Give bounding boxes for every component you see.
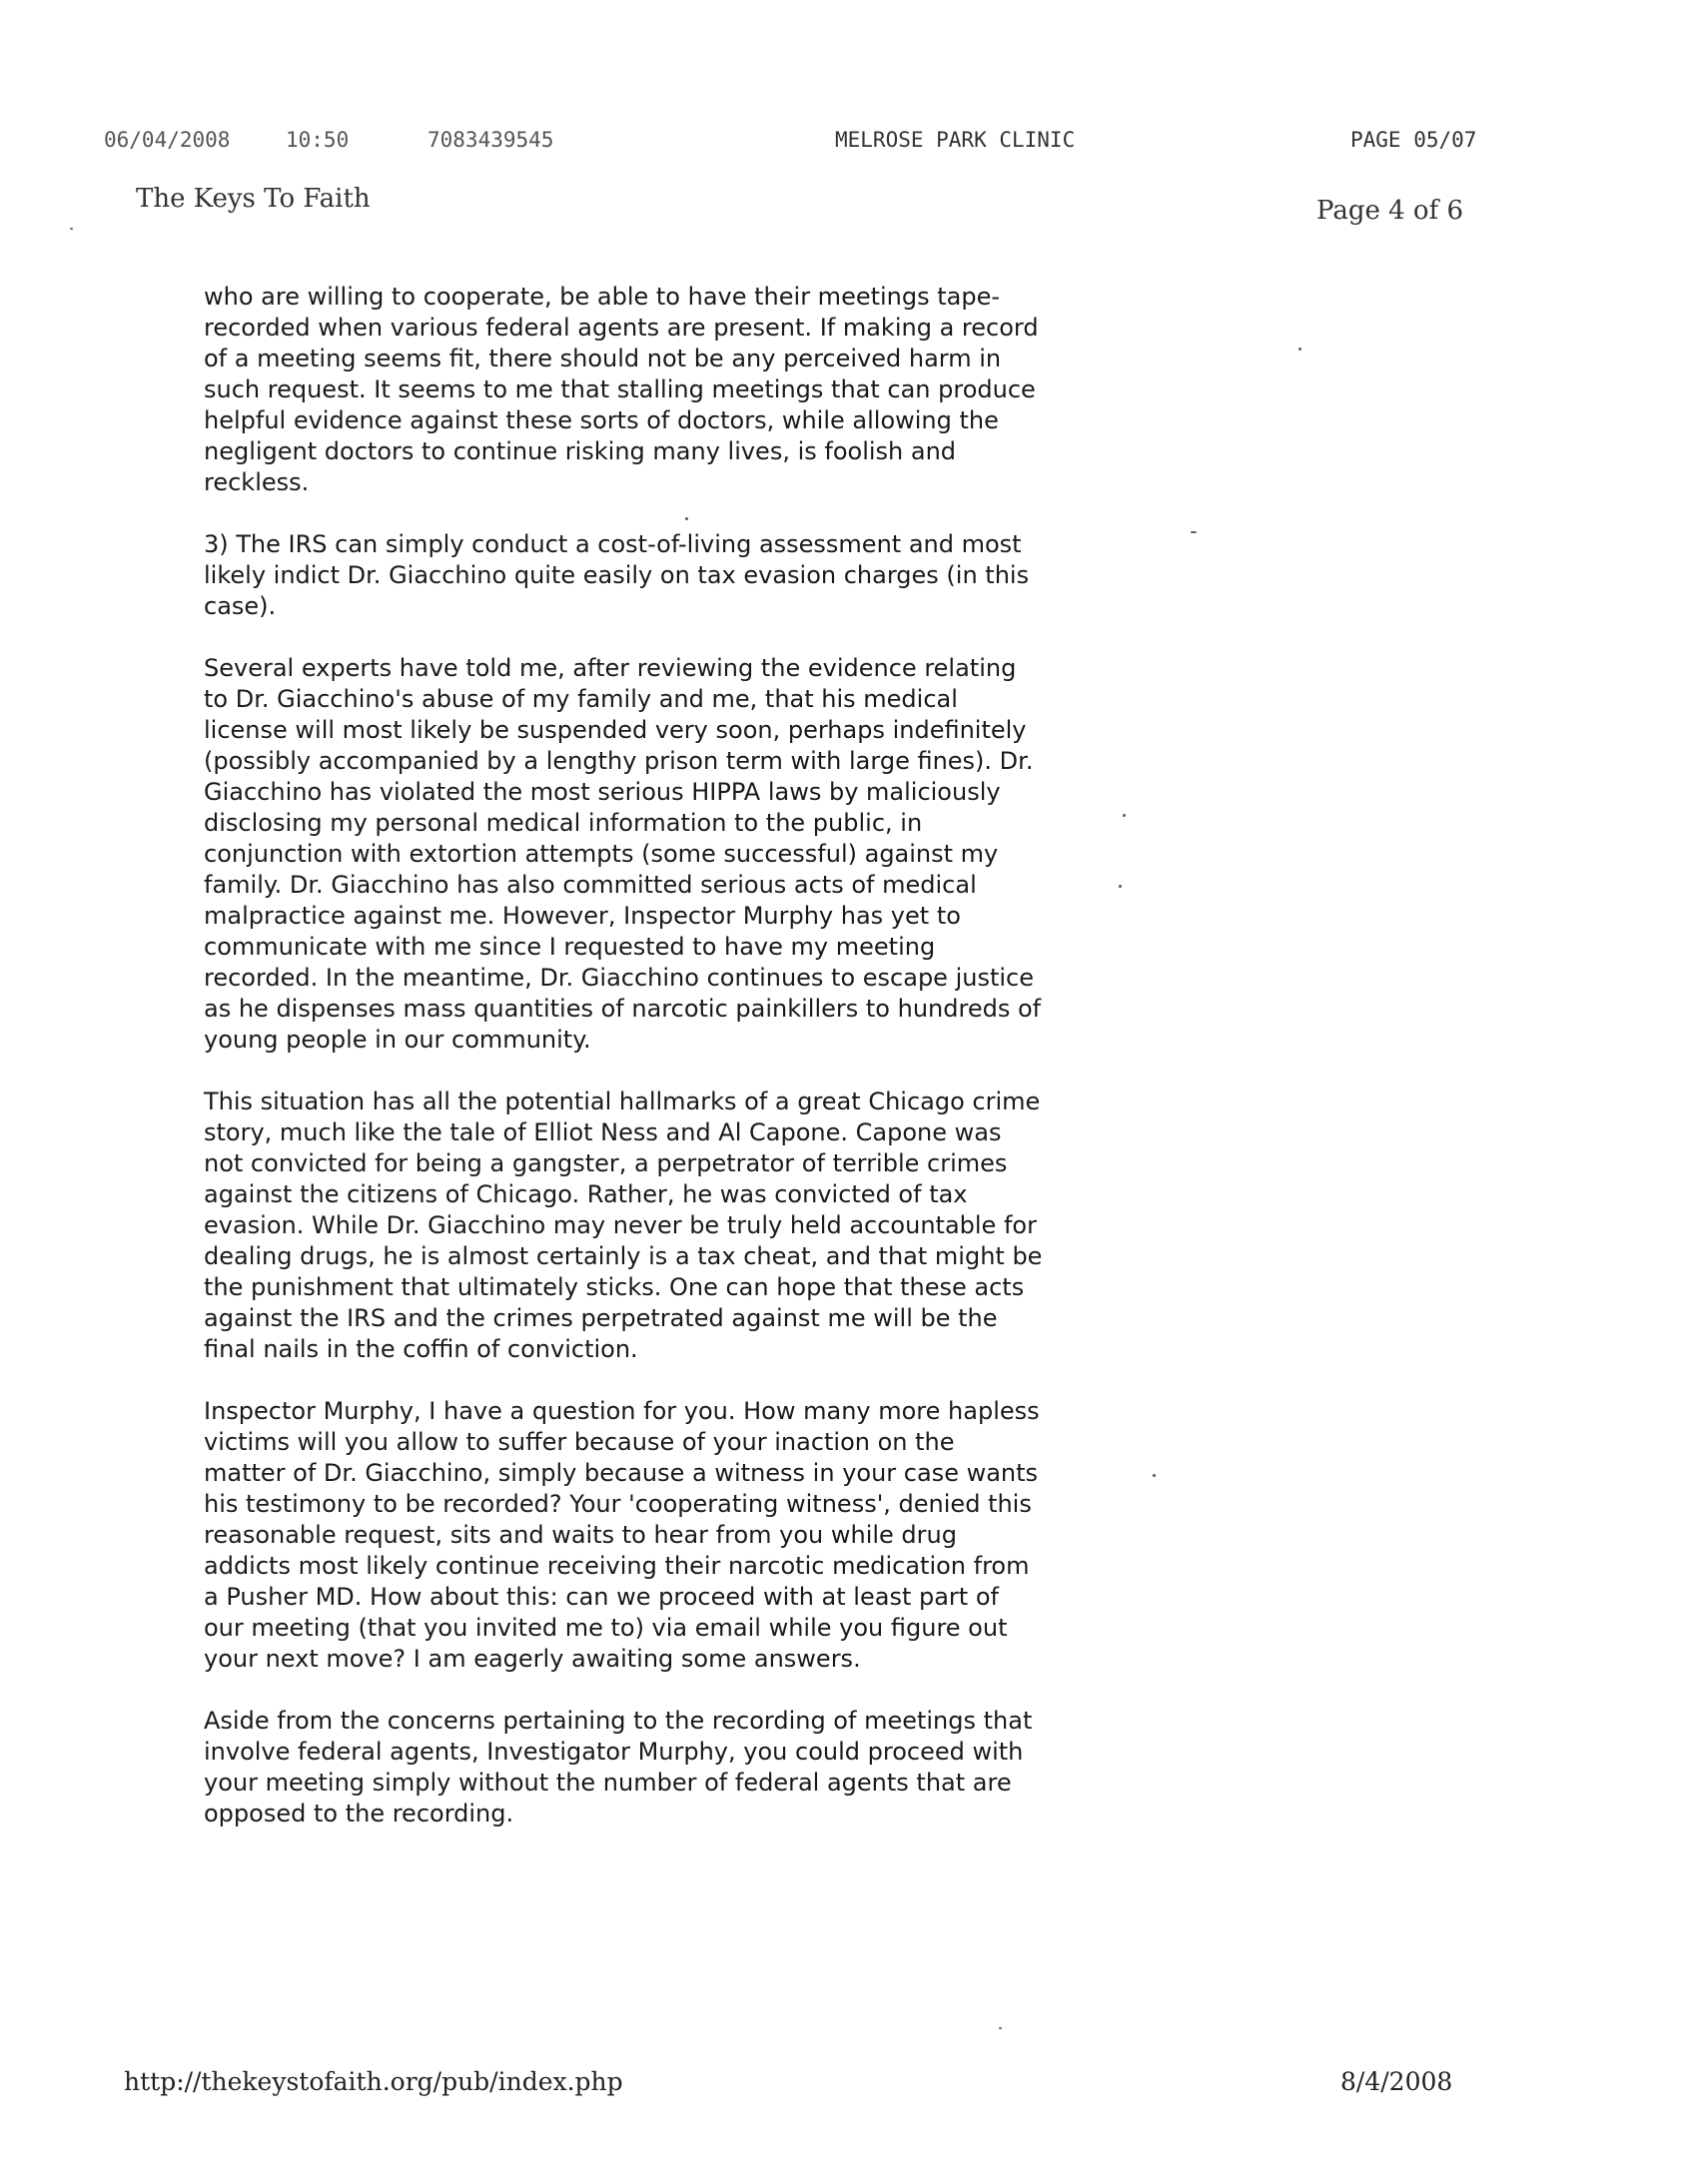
paragraph: 3) The IRS can simply conduct a cost-of-living assessment and most likely indict Dr. Giacchino quite easily on tax evasion charges (in this case). [204,530,1030,620]
paragraph: Aside from the concerns pertaining to the recording of meetings that involve federal agents, Investigator Murphy, you could proceed with your meeting simply without the number of federal agents that are opposed to the recording. [204,1707,1033,1827]
fax-page-number: PAGE 05/07 [1350,128,1477,152]
browser-print-date: 8/4/2008 [1340,2067,1453,2096]
browser-print-title: The Keys To Faith [136,184,371,214]
letter-body [204,282,1043,1860]
paragraph: Several experts have told me, after reviewing the evidence relating to Dr. Giacchino's abuse of my family and me, that his medical license will most likely be suspended very soon, perhaps indefinitely (possibly accompanied by a lengthy prison term with large fines). Dr. Giacchino has violated the most serious HIPPA laws by maliciously disclosing my personal medical information to the public, in conjunction with extortion attempts (some successful) against my family. Dr. Giacchino has also committed serious acts of medical malpractice against me. However, Inspector Murphy has yet to communicate with me since I requested to have my meeting recorded. In the meantime, Dr. Giacchino continues to escape justice as he dispenses mass quantities of narcotic painkillers to hundreds of young people in our community. [204,654,1042,1054]
fax-number: 7083439545 [427,128,554,152]
paragraph: Inspector Murphy, I have a question for you. How many more hapless victims will you allow to suffer because of your inaction on the matter of Dr. Giacchino, simply because a witness in your case wants his testimony to be recorded? Your 'cooperating witness', denied this reasonable request, sits and waits to hear from you while drug addicts most likely continue receiving their narcotic medication from a Pusher MD. How about this: can we proceed with at least part of our meeting (that you invited me to) via email while you figure out your next move? I am eagerly awaiting some answers. [204,1397,1040,1673]
fax-time: 10:50 [286,128,350,152]
scan-speck [685,517,688,520]
fax-sender: MELROSE PARK CLINIC [835,128,1076,152]
scan-speck [999,2027,1002,2029]
scan-speck [70,228,73,230]
fax-date: 06/04/2008 [104,128,231,152]
paragraph: This situation has all the potential hallmarks of a great Chicago crime story, much like the tale of Elliot Ness and Al Capone. Capone was not convicted for being a gangster, a perpetrator of terrible crimes against the citizens of Chicago. Rather, he was convicted of tax evasion. While Dr. Giacchino may never be truly held accountable for dealing drugs, he is almost certainly is a tax cheat, and that might be the punishment that ultimately sticks. One can hope that these acts against the IRS and the crimes perpetrated against me will be the final nails in the coffin of conviction. [204,1088,1043,1363]
scan-speck [1123,814,1126,817]
scan-speck [1298,348,1301,351]
scan-speck [1153,1474,1156,1477]
browser-print-page-counter: Page 4 of 6 [1316,196,1464,226]
browser-print-url: http://thekeystofaith.org/pub/index.php [124,2067,623,2096]
fax-header [0,128,1688,158]
paragraph: who are willing to cooperate, be able to have their meetings tape-recorded when various federal agents are present. If making a record of a meeting seems fit, there should not be any perceived harm in such request. It seems to me that stalling meetings that can produce helpful evidence against these sorts of doctors, while allowing the negligent doctors to continue risking many lives, is foolish and reckless. [204,283,1039,496]
scan-speck [1119,885,1122,888]
scan-speck [1191,531,1197,533]
